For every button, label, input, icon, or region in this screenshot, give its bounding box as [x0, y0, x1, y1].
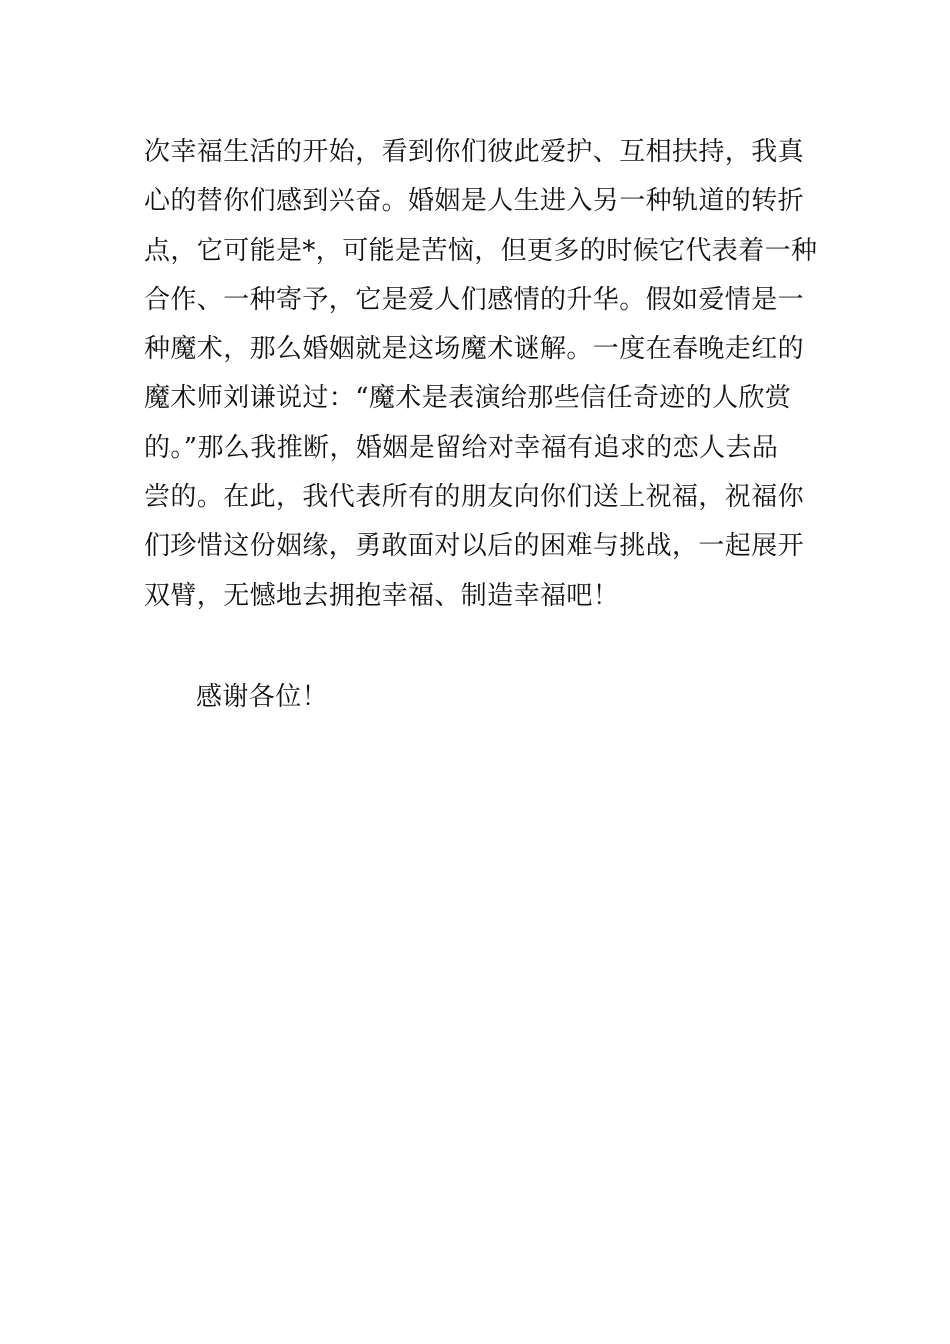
- paragraph-line: 合作、一种寄予，它是爱人们感情的升华。假如爱情是一: [144, 284, 805, 315]
- paragraph-line: 双臂，无憾地去拥抱幸福、制造幸福吧！: [144, 580, 620, 611]
- speech-paragraph: [144, 128, 824, 621]
- paragraph-line: 心的替你们感到兴奋。婚姻是人生进入另一种轨道的转折: [144, 186, 805, 217]
- closing-line: 感谢各位！: [196, 682, 329, 712]
- paragraph-line: 点，它可能是*，可能是苦恼，但更多的时候它代表着一种: [144, 235, 818, 266]
- paragraph-line: 尝的。在此，我代表所有的朋友向你们送上祝福，祝福你: [144, 482, 805, 513]
- paragraph-line: 们珍惜这份姻缘，勇敢面对以后的困难与挑战，一起展开: [144, 531, 805, 562]
- paragraph-line: 的。”那么我推断，婚姻是留给对幸福有追求的恋人去品: [144, 432, 779, 463]
- paragraph-line: 种魔术，那么婚姻就是这场魔术谜解。一度在春晚走红的: [144, 334, 805, 365]
- paragraph-line: 次幸福生活的开始，看到你们彼此爱护、互相扶持，我真: [144, 137, 805, 167]
- paragraph-line: 魔术师刘谦说过：“魔术是表演给那些信任奇迹的人欣赏: [144, 383, 792, 414]
